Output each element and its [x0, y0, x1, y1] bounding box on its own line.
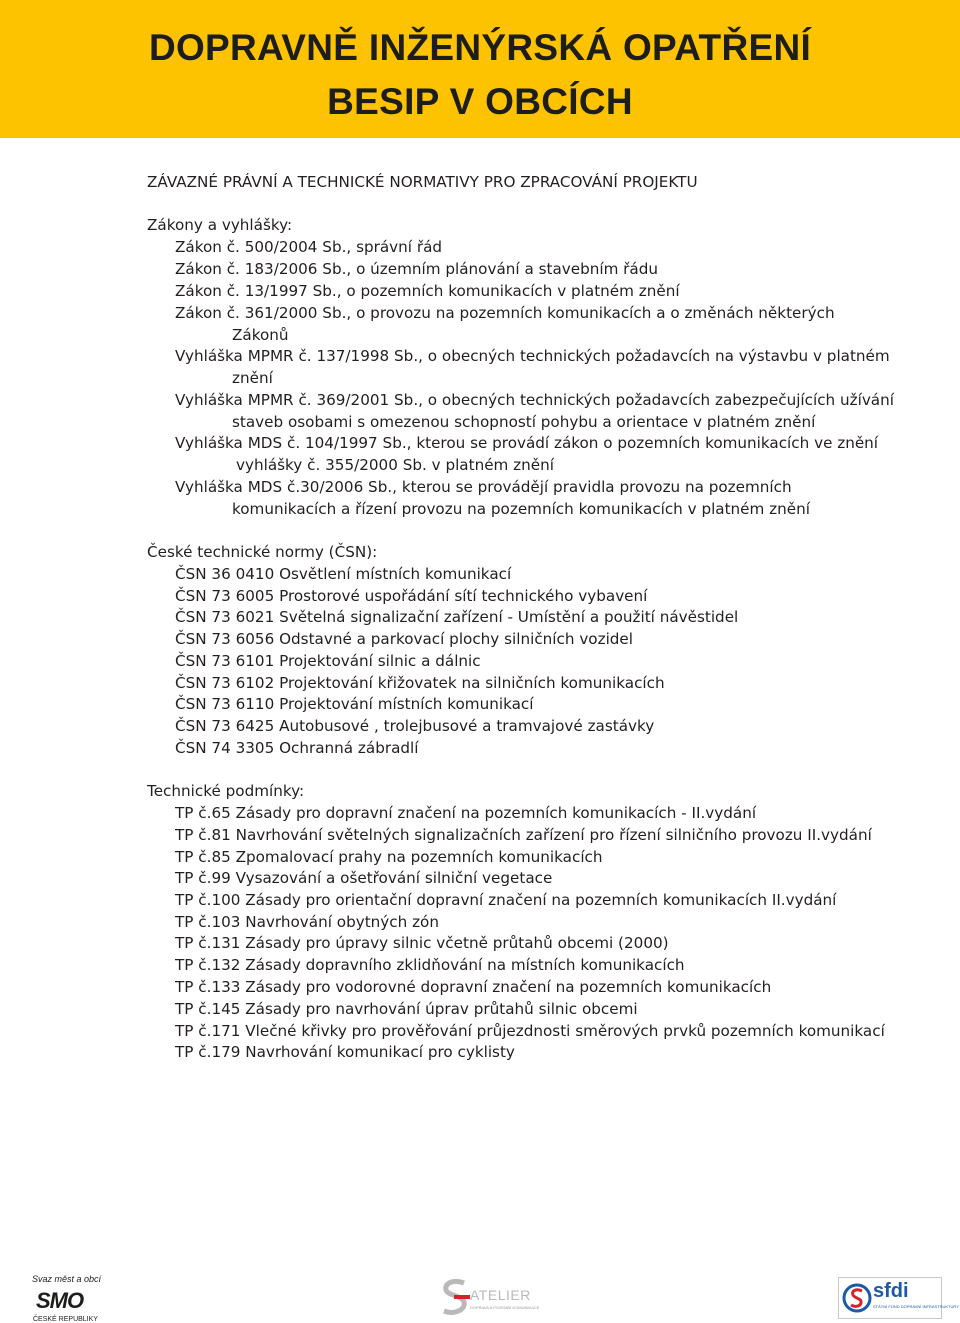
csn-item: ČSN 73 6005 Prostorové uspořádání sítí technického vybavení	[175, 587, 648, 605]
law-item-continuation: vyhlášky č. 355/2000 Sb. v platném znění	[236, 456, 554, 474]
footer-logos	[0, 1260, 960, 1323]
atelier-logo	[440, 1277, 540, 1317]
tp-item: TP č.145 Zásady pro navrhování úprav průtahů silnic obcemi	[175, 1000, 638, 1018]
tp-item: TP č.103 Navrhování obytných zón	[175, 913, 439, 931]
csn-title: České technické normy (ČSN):	[147, 543, 378, 561]
title-banner	[0, 0, 960, 138]
sfdi-logo-name: sfdi	[873, 1280, 909, 1302]
tp-item: TP č.131 Zásady pro úpravy silnic včetně průtahů obcemi (2000)	[175, 934, 669, 952]
smo-logo-mark: SMO	[36, 1288, 84, 1313]
law-item: Zákon č. 13/1997 Sb., o pozemních komunikacích v platném znění	[175, 282, 680, 300]
law-item-continuation: komunikacích a řízení provozu na pozemních komunikacích v platném znění	[232, 500, 810, 518]
tp-item: TP č.99 Vysazování a ošetřování silniční vegetace	[175, 869, 553, 887]
title-line-1: DOPRAVNĚ INŽENÝRSKÁ OPATŘENÍ	[148, 27, 812, 68]
tp-item: TP č.100 Zásady pro orientační dopravní značení na pozemních komunikacích II.vydání	[175, 891, 837, 909]
csn-item: ČSN 73 6021 Světelná signalizační zařízení - Umístění a použití návěstidel	[175, 608, 739, 626]
smo-logo-tagline: Svaz měst a obcí	[32, 1274, 102, 1284]
laws-title: Zákony a vyhlášky:	[147, 216, 293, 234]
tp-item: TP č.132 Zásady dopravního zklidňování na místních komunikacích	[175, 956, 685, 974]
law-item: Vyhláška MPMR č. 137/1998 Sb., o obecných technických požadavcích na výstavbu v platném	[175, 347, 890, 365]
document-heading: ZÁVAZNÉ PRÁVNÍ A TECHNICKÉ NORMATIVY PRO ZPRACOVÁNÍ PROJEKTU	[147, 173, 698, 191]
smo-logo-country: ČESKÉ REPUBLIKY	[33, 1316, 98, 1323]
law-item: Zákon č. 361/2000 Sb., o provozu na pozemních komunikacích a o změnách některých	[175, 304, 835, 322]
csn-item: ČSN 73 6101 Projektování silnic a dálnic	[175, 652, 481, 670]
csn-item: ČSN 73 6102 Projektování křižovatek na silničních komunikacích	[175, 674, 665, 692]
law-item: Vyhláška MDS č.30/2006 Sb., kterou se provádějí pravidla provozu na pozemních	[175, 478, 792, 496]
csn-item: ČSN 36 0410 Osvětlení místních komunikací	[175, 565, 512, 583]
tp-title: Technické podmínky:	[147, 782, 305, 800]
tp-item: TP č.65 Zásady pro dopravní značení na pozemních komunikacích - II.vydání	[175, 804, 757, 822]
law-item: Vyhláška MPMR č. 369/2001 Sb., o obecných technických požadavcích zabezpečujících užívání	[175, 391, 894, 409]
tp-item: TP č.179 Navrhování komunikací pro cyklisty	[175, 1043, 515, 1061]
law-item: Vyhláška MDS č. 104/1997 Sb., kterou se provádí zákon o pozemních komunikacích ve znění	[175, 434, 879, 452]
sfdi-emblem-icon	[842, 1280, 872, 1316]
csn-item: ČSN 73 6425 Autobusové , trolejbusové a tramvajové zastávky	[175, 717, 655, 735]
atelier-logo-name: ATELIER	[470, 1287, 531, 1303]
tp-item: TP č.171 Vlečné křivky pro prověřování průjezdnosti směrových prvků pozemních komunikací	[175, 1022, 885, 1040]
smo-logo	[30, 1274, 102, 1323]
tp-item: TP č.133 Zásady pro vodorovné dopravní značení na pozemních komunikacích	[175, 978, 772, 996]
csn-item: ČSN 74 3305 Ochranná zábradlí	[175, 739, 419, 757]
sfdi-logo	[838, 1277, 959, 1319]
law-item-continuation: staveb osobami s omezenou schopností pohybu a orientace v platném znění	[232, 413, 816, 431]
csn-item: ČSN 73 6110 Projektování místních komunikací	[175, 695, 534, 713]
csn-item: ČSN 73 6056 Odstavné a parkovací plochy silničních vozidel	[175, 630, 633, 648]
atelier-s-icon	[440, 1277, 470, 1317]
title-line-2: BESIP V OBCÍCH	[327, 81, 633, 122]
law-item: Zákon č. 500/2004 Sb., správní řád	[175, 238, 443, 256]
atelier-logo-sub: DOPRAVA A POZEMNÍ KOMUNIKACE	[470, 1305, 540, 1310]
tp-item: TP č.85 Zpomalovací prahy na pozemních komunikacích	[175, 848, 603, 866]
law-item: Zákon č. 183/2006 Sb., o územním plánování a stavebním řádu	[175, 260, 659, 278]
law-item-continuation: znění	[232, 369, 273, 387]
law-item-continuation: Zákonů	[232, 326, 289, 344]
sfdi-logo-sub: STÁTNÍ FOND DOPRAVNÍ INFRASTRUKTURY	[873, 1304, 959, 1309]
tp-item: TP č.81 Navrhování světelných signalizačních zařízení pro řízení silničního provozu II.vydání	[175, 826, 872, 844]
